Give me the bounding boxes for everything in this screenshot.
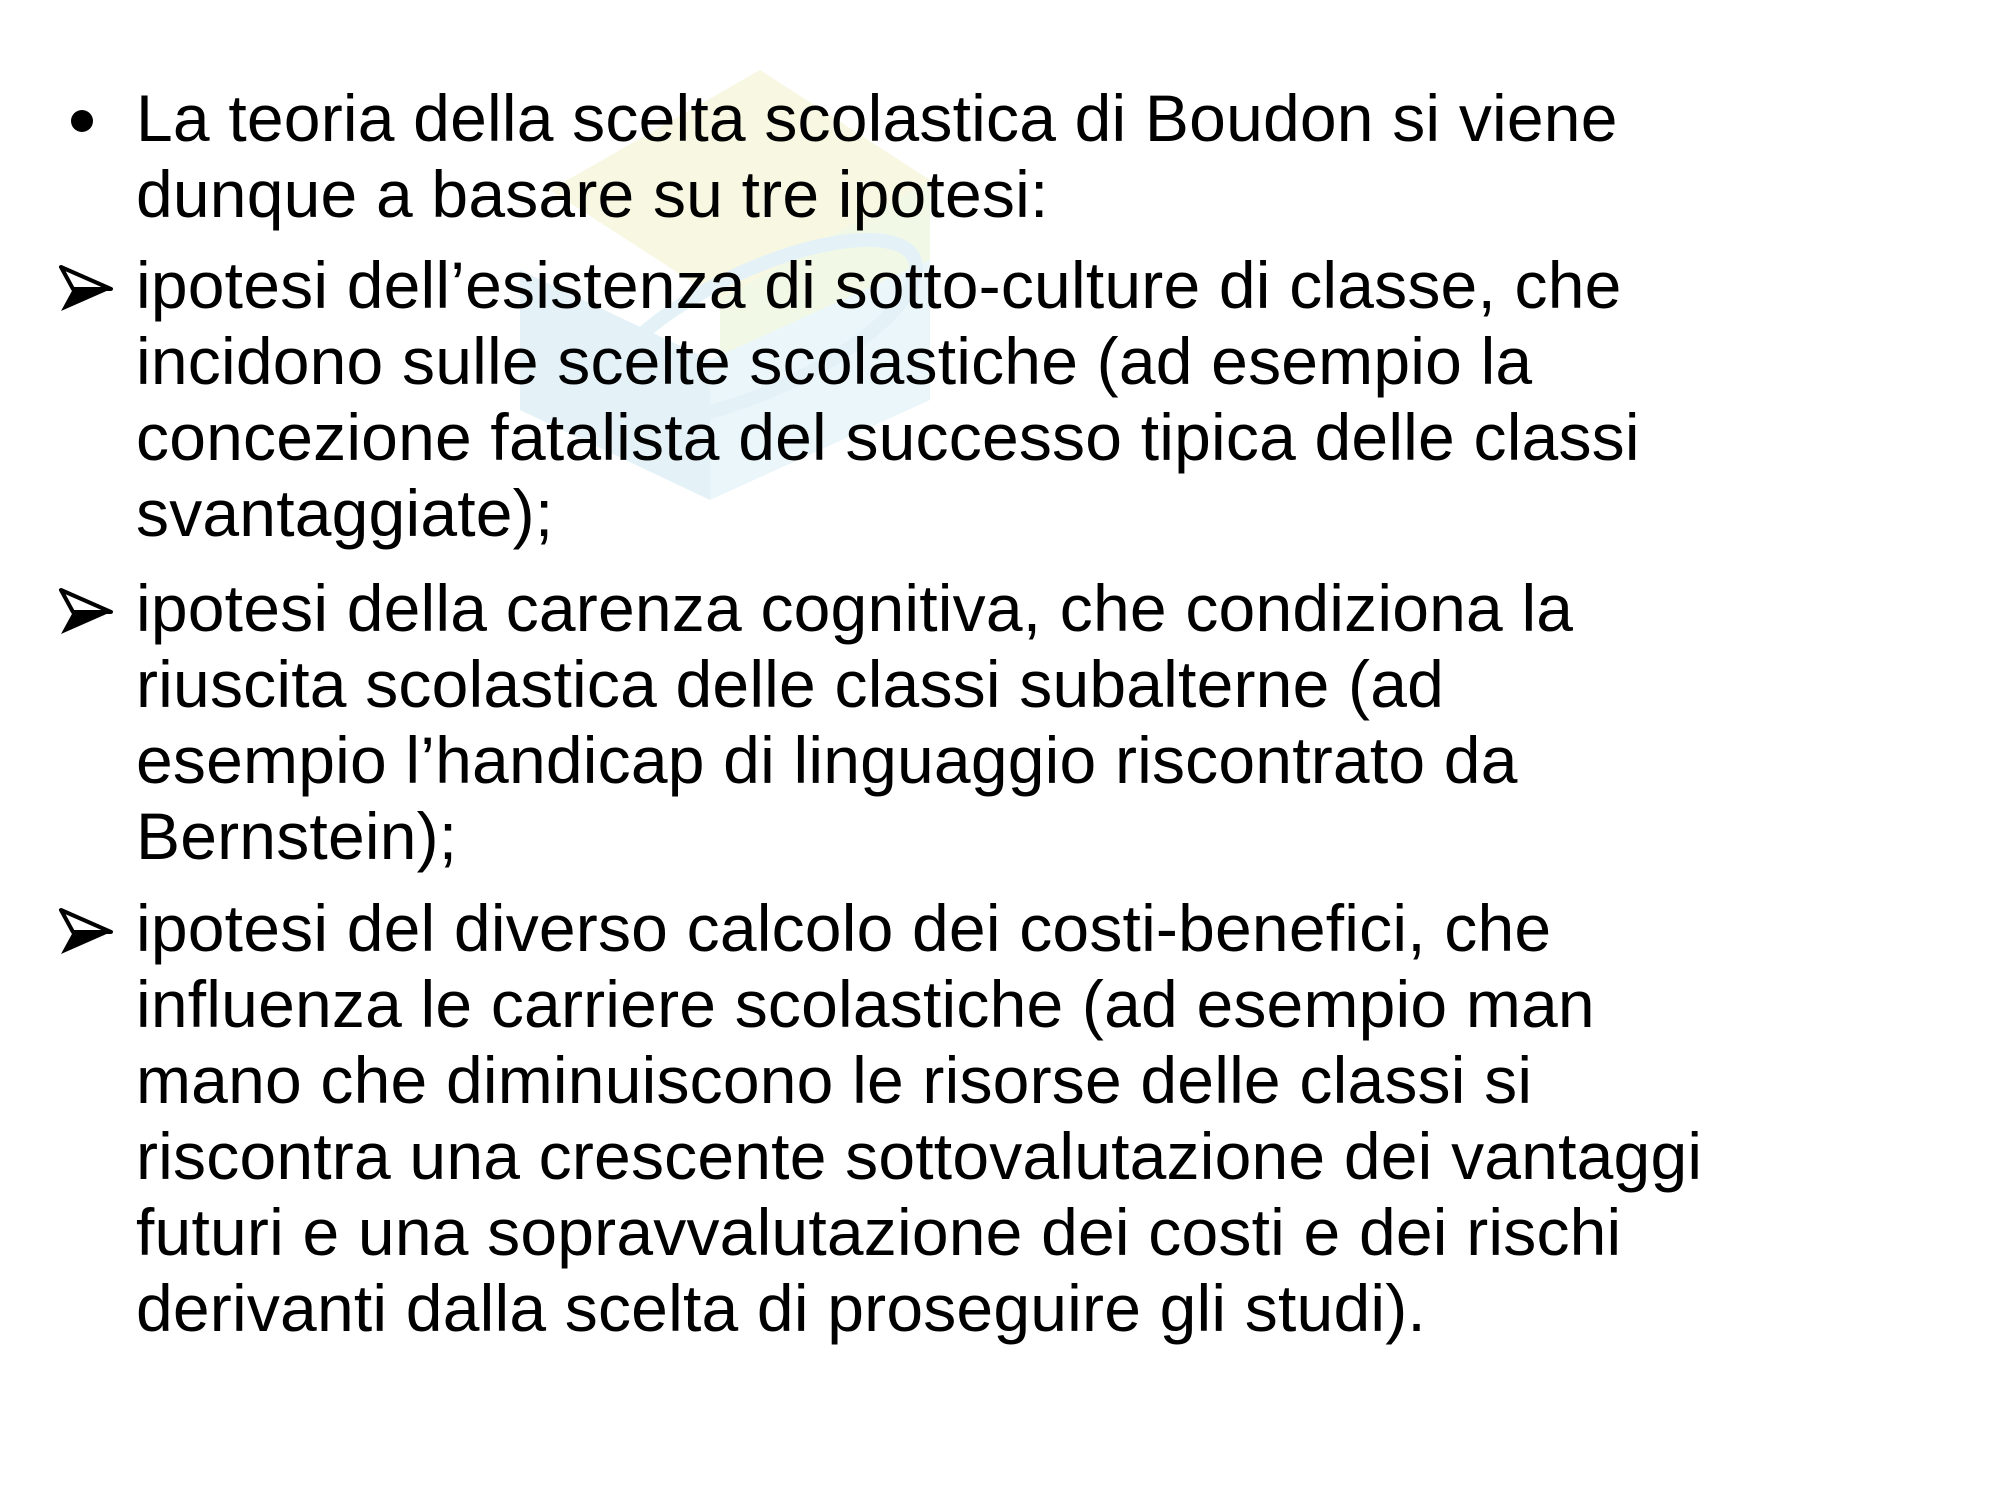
arrow-bullet-icon [55, 261, 135, 341]
hypothesis-text: ipotesi dell’esistenza di sotto-culture di classe, che incidono sulle scelte scolastiche (ad esempio la concezione fatalista del successo tipica delle classi svantaggiate); [136, 248, 1640, 550]
arrow-bullet-icon [55, 584, 135, 664]
hypothesis-text: ipotesi della carenza cognitiva, che condiziona la riuscita scolastica delle classi subalterne (ad esempio l’handicap di linguaggio riscontrato da Bernstein); [136, 571, 1574, 873]
hypothesis-text: ipotesi del diverso calcolo dei costi-benefici, che influenza le carriere scolastiche (ad esempio man mano che diminuiscono le risorse delle classi si riscontra una crescente sottovalutazione dei vantaggi futuri e una sopravvalutazione dei costi e dei rischi derivanti dalla scelta di proseguire gli studi). [136, 891, 1703, 1345]
bullet-text: La teoria della scelta scolastica di Boudon si viene dunque a basare su tre ipotesi: [136, 81, 1618, 231]
bullet-dot-icon [55, 92, 135, 172]
arrow-bullet-icon [55, 904, 135, 984]
